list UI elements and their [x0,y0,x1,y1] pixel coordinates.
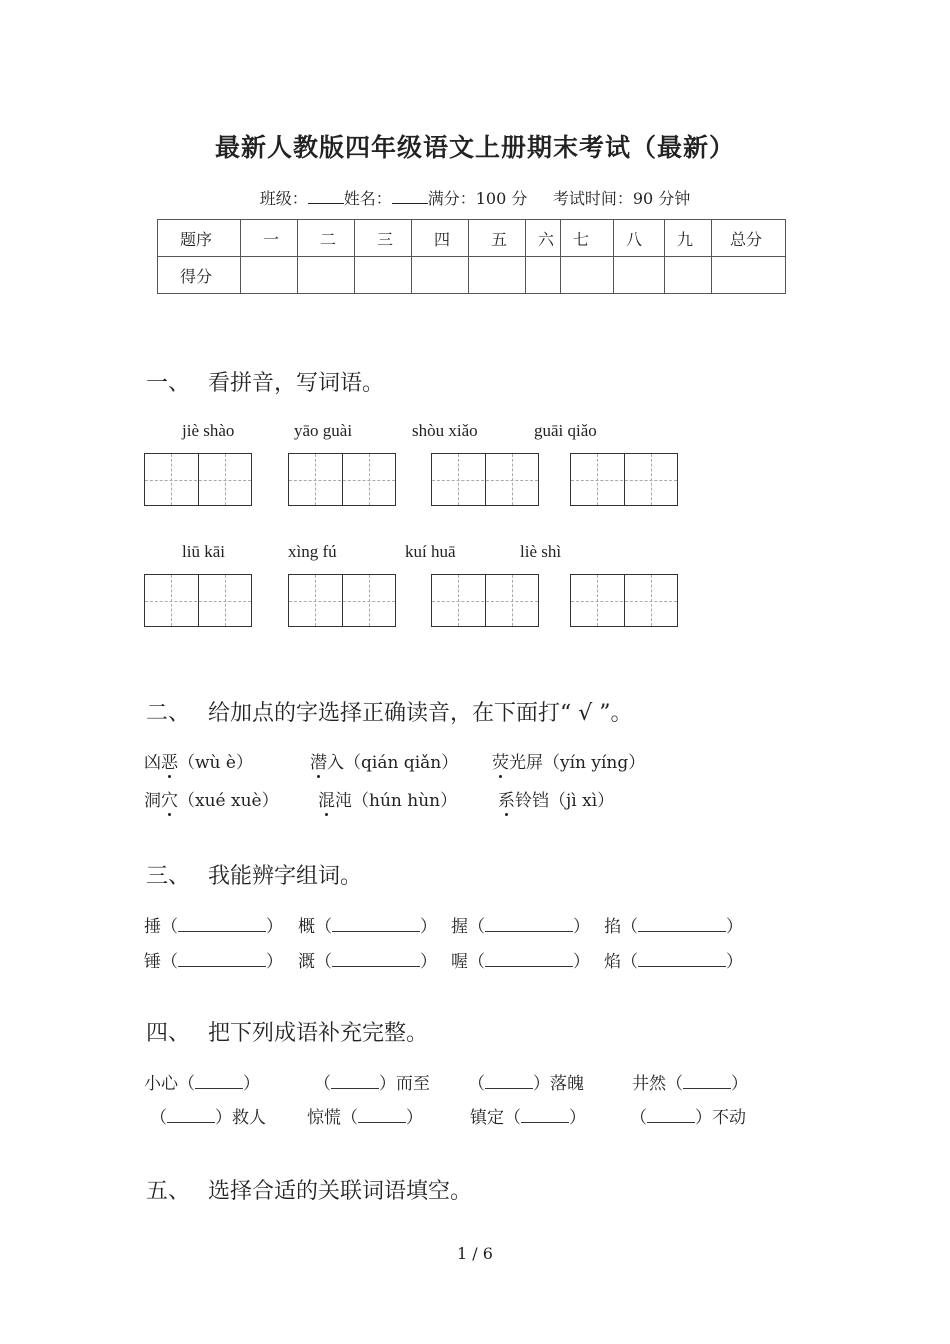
score-header-cell: 四 [412,220,469,257]
section-5-heading: 五、 选择合适的关联词语填空。 [146,1179,473,1204]
idiom-item: 小心（ ） [144,1074,260,1094]
score-cell[interactable] [526,257,561,294]
answer-blank[interactable] [638,919,726,932]
answer-blank[interactable] [521,1110,569,1123]
answer-blank[interactable] [647,1110,695,1123]
score-header-cell: 七 [561,220,614,257]
score-cell[interactable] [355,257,412,294]
writing-grid[interactable] [144,574,252,627]
answer-blank[interactable] [178,954,266,967]
reading-item[interactable]: 混沌（hún hùn） [318,786,457,811]
score-cell[interactable] [298,257,355,294]
answer-blank[interactable] [683,1076,731,1089]
score-cell[interactable] [561,257,614,294]
score-cell[interactable] [241,257,298,294]
char-item: 溉（ ） [298,952,437,972]
idiom-item: 惊慌（ ） [307,1108,423,1128]
writing-grid[interactable] [431,453,539,506]
score-header-cell: 一 [241,220,298,257]
char-item: 喔（ ） [451,952,590,972]
section-1-heading: 一、 看拼音，写词语。 [146,371,385,396]
score-cell[interactable] [614,257,665,294]
char-item: 掐（ ） [604,917,743,937]
name-label: 姓名： [343,189,392,208]
score-header-cell: 六 [526,220,561,257]
writing-grid[interactable] [570,453,678,506]
score-table-score-row [158,257,786,294]
pinyin-2: yāo guài [294,421,353,440]
answer-blank[interactable] [332,954,420,967]
answer-blank[interactable] [178,919,266,932]
char-item: 握（ ） [451,917,590,937]
score-cell[interactable] [712,257,786,294]
pinyin-3: shòu xiǎo [412,421,478,440]
char-item: 锤（ ） [144,952,283,972]
name-blank[interactable] [392,189,428,204]
char-item: 焰（ ） [604,952,743,972]
pinyin-7: kuí huā [405,542,456,561]
idiom-item: 镇定（ ） [470,1108,586,1128]
writing-grid[interactable] [431,574,539,627]
pinyin-4: guāi qiǎo [534,421,597,440]
answer-blank[interactable] [195,1076,243,1089]
idiom-item: 井然（ ） [632,1074,748,1094]
reading-item[interactable]: 洞穴（xué xuè） [144,786,279,811]
writing-grid[interactable] [288,453,396,506]
score-cell[interactable] [469,257,526,294]
score-header-cell: 题序 [158,220,241,257]
idiom-item: （ ）而至 [314,1074,430,1094]
full-score: 满分：100 分 [427,189,528,208]
reading-item[interactable]: 潜入（qián qiǎn） [310,748,458,773]
score-header-cell: 五 [469,220,526,257]
writing-grid[interactable] [570,574,678,627]
score-header-cell: 三 [355,220,412,257]
section-3-heading: 三、 我能辨字组词。 [146,864,363,889]
char-item: 捶（ ） [144,917,283,937]
answer-blank[interactable] [485,954,573,967]
answer-blank[interactable] [331,1076,379,1089]
score-row-label: 得分 [158,257,241,294]
idiom-item: （ ）不动 [630,1108,746,1128]
section-4-heading: 四、 把下列成语补充完整。 [146,1021,429,1046]
score-header-cell: 二 [298,220,355,257]
exam-time: 考试时间：90 分钟 [552,189,691,208]
page-number: 1 / 6 [457,1244,493,1263]
score-table-header-row [158,220,786,257]
pinyin-6: xìng fú [288,542,337,561]
class-label: 班级： [259,189,308,208]
score-table [157,219,786,294]
char-item: 概（ ） [298,917,437,937]
section-2-heading: 二、 给加点的字选择正确读音，在下面打“ √ ”。 [146,701,633,726]
pinyin-5: liū kāi [182,542,225,561]
answer-blank[interactable] [358,1110,406,1123]
reading-item[interactable]: 凶恶（wù è） [144,748,253,773]
score-header-cell: 总分 [712,220,786,257]
score-header-cell: 八 [614,220,665,257]
score-cell[interactable] [665,257,712,294]
writing-grid[interactable] [144,453,252,506]
idiom-item: （ ）落魄 [468,1074,584,1094]
class-blank[interactable] [308,189,344,204]
page-title: 最新人教版四年级语文上册期末考试（最新） [214,133,735,162]
reading-item[interactable]: 系铃铛（jì xì） [498,786,614,811]
reading-item[interactable]: 荧光屏（yín yíng） [492,748,645,773]
answer-blank[interactable] [332,919,420,932]
idiom-item: （ ）救人 [150,1108,266,1128]
score-header-cell: 九 [665,220,712,257]
writing-grid[interactable] [288,574,396,627]
score-cell[interactable] [412,257,469,294]
answer-blank[interactable] [638,954,726,967]
answer-blank[interactable] [485,1076,533,1089]
pinyin-8: liè shì [520,542,562,561]
pinyin-1: jiè shào [182,421,235,440]
answer-blank[interactable] [485,919,573,932]
answer-blank[interactable] [167,1110,215,1123]
exam-info [0,186,950,209]
